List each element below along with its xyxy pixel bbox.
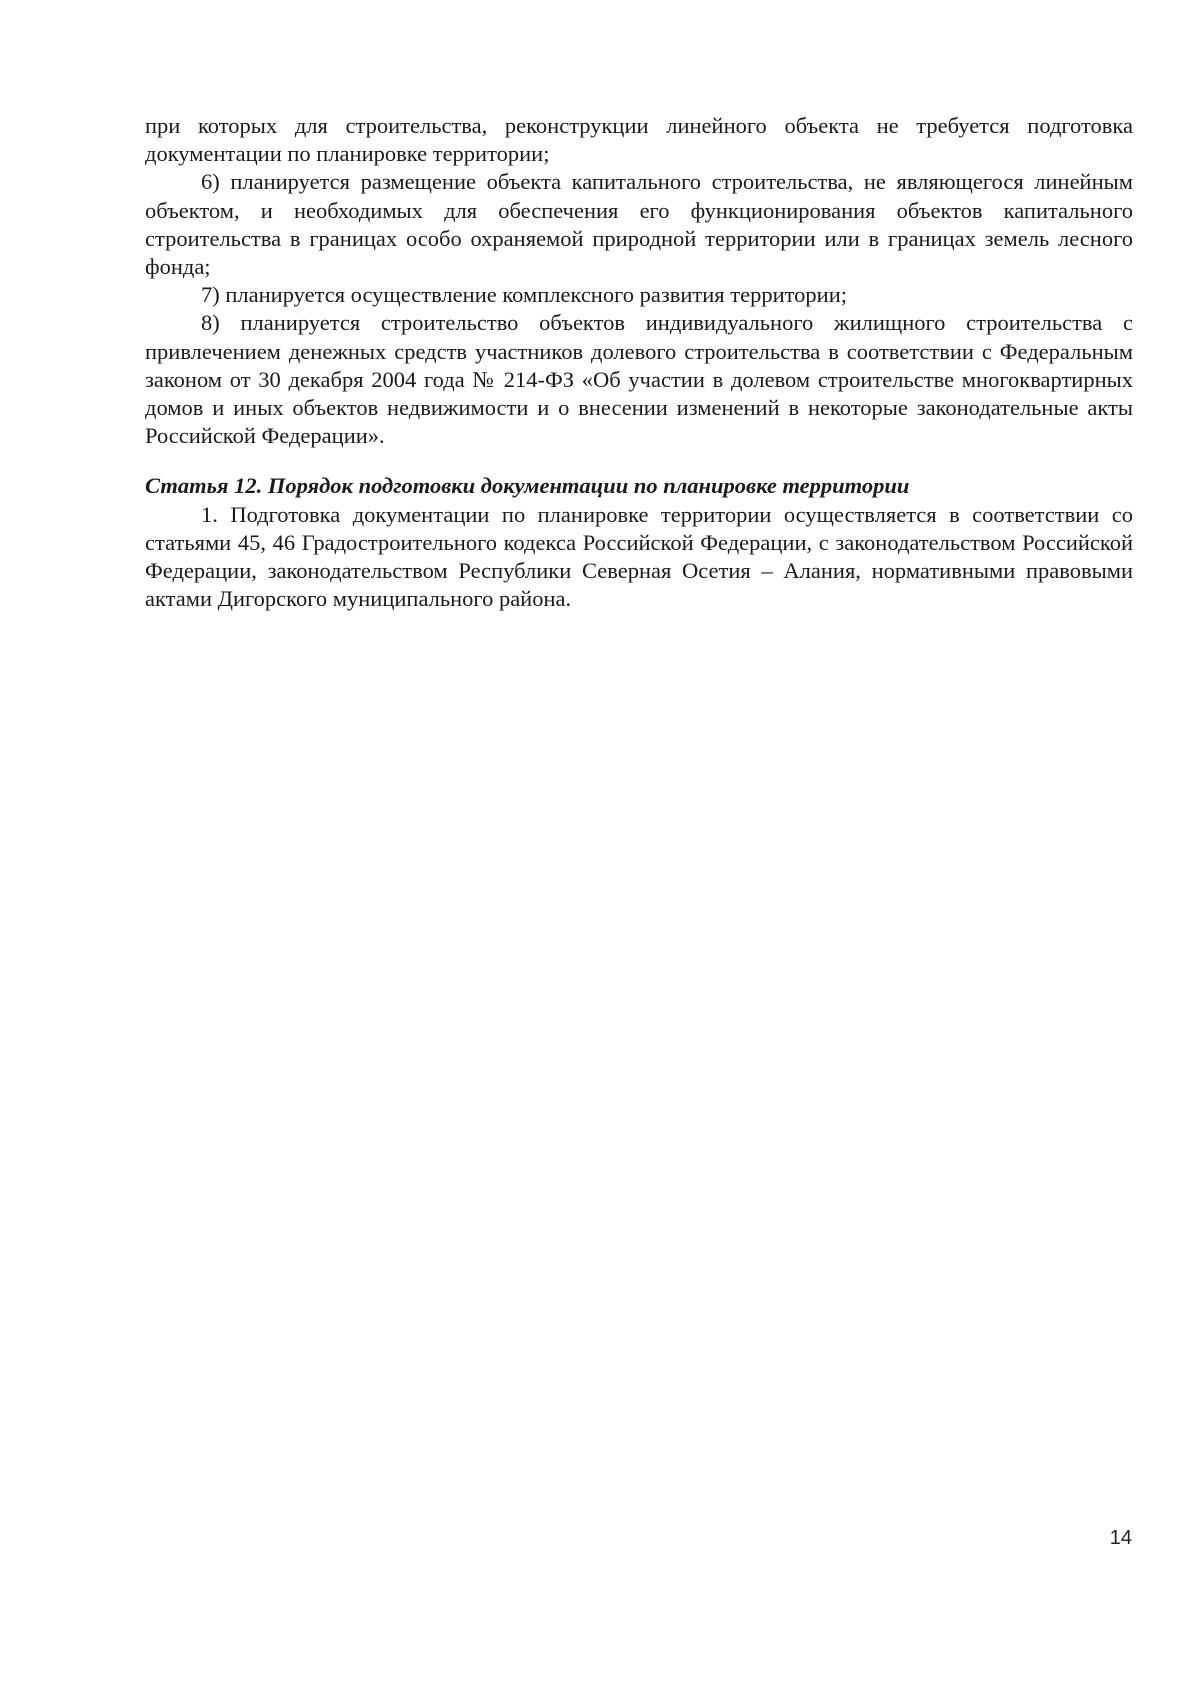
paragraph-article-12-item-1: 1. Подготовка документации по планировке территории осуществляется в соответствии со статьями 45, 46 Градостроительного кодекса Российской Федерации, с законодательством Российской Федерации, законодательством Республики Северная Осетия – Алания, нормативными правовыми актами Дигорского муниципального района. xyxy=(145,501,1133,612)
page-number: 14 xyxy=(1109,1527,1132,1549)
article-heading: Статья 12. Порядок подготовки документации по планировке территории xyxy=(145,473,910,499)
document-page xyxy=(145,112,1133,613)
paragraph-item-8: 8) планируется строительство объектов индивидуального жилищного строительства с привлечением денежных средств участников долевого строительства в соответствии с Федеральным законом от 30 декабря 2004 года № 214-ФЗ «Об участии в долевом строительстве многоквартирных домов и иных объектов недвижимости и о внесении изменений в некоторые законодательные акты Российской Федерации». xyxy=(145,310,1133,449)
paragraph-continuation: при которых для строительства, реконструкции линейного объекта не требуется подготовка документации по планировке территории; xyxy=(145,113,1133,167)
paragraph-item-6: 6) планируется размещение объекта капитального строительства, не являющегося линейным объектом, и необходимых для обеспечения его функционирования объектов капитального строительства в границах особо охраняемой природной территории или в границах земель лесного фонда; xyxy=(145,169,1133,280)
paragraph-item-7: 7) планируется осуществление комплексного развития территории; xyxy=(201,282,848,308)
